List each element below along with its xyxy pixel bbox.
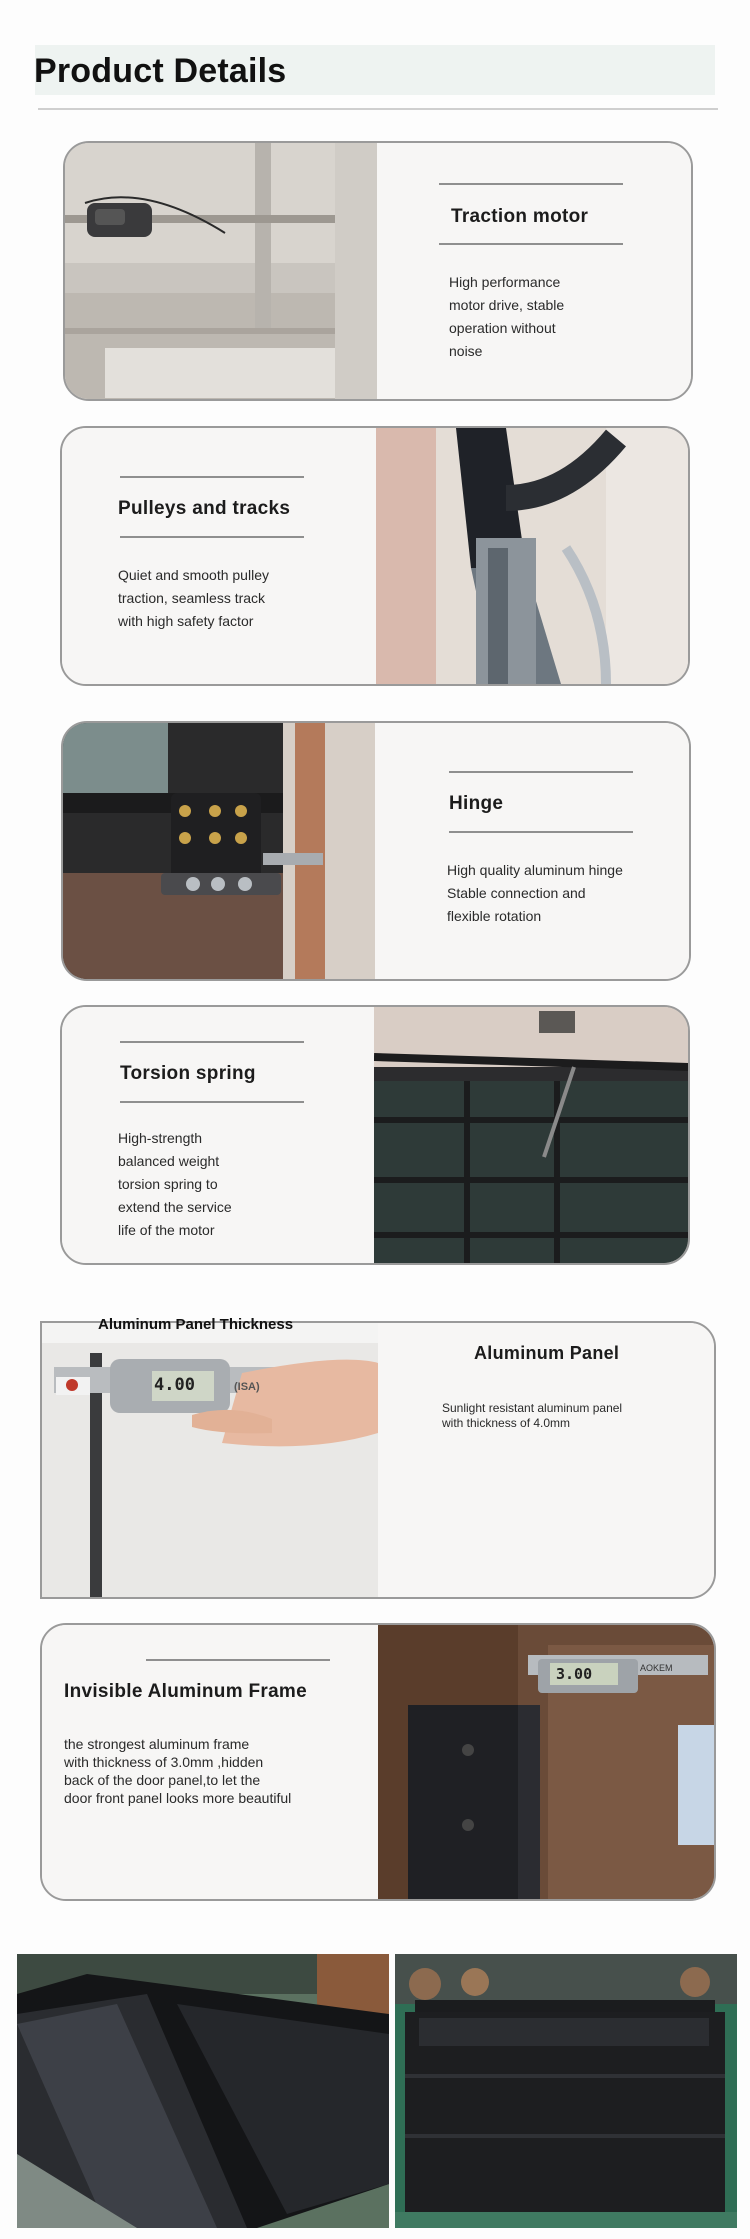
card-description: Sunlight resistant aluminum panel with thickness of 4.0mm bbox=[442, 1401, 623, 1430]
black-door-panels-photo bbox=[17, 1954, 389, 2228]
card-torsion-spring bbox=[60, 1005, 690, 1265]
caliper-panel-photo bbox=[42, 1323, 378, 1597]
caliper-brand: AOKEM bbox=[640, 1663, 673, 1673]
card-description: High-strength balanced weight torsion spring to extend the service life of the motor bbox=[118, 1130, 232, 1238]
card-description: High performance motor drive, stable operation without noise bbox=[449, 274, 565, 359]
card-invisible-aluminum-frame bbox=[40, 1623, 716, 1901]
card-title: Torsion spring bbox=[120, 1063, 256, 1084]
torsion-spring-photo bbox=[374, 1007, 688, 1263]
caliper-brand: (ISA) bbox=[234, 1381, 260, 1393]
door-panel-on-factory-floor-photo bbox=[395, 1954, 737, 2228]
card-description: the strongest aluminum frame with thickness of 3.0mm ,hidden back of the door panel,to let the door front panel looks more beautiful bbox=[64, 1736, 292, 1806]
photo-label: Aluminum Panel Thickness bbox=[98, 1316, 294, 1333]
card-title: Invisible Aluminum Frame bbox=[64, 1681, 307, 1702]
caliper-reading: 3.00 bbox=[556, 1665, 593, 1683]
card-pulleys-tracks bbox=[60, 426, 690, 686]
card-description: Quiet and smooth pulley traction, seamless track with high safety factor bbox=[118, 567, 269, 629]
card-title: Hinge bbox=[449, 793, 504, 814]
card-title: Aluminum Panel bbox=[474, 1343, 620, 1363]
card-description: High quality aluminum hinge Stable connection and flexible rotation bbox=[447, 862, 623, 924]
door-track-photo bbox=[376, 428, 688, 684]
card-title: Traction motor bbox=[451, 206, 589, 227]
garage-opener-motor-photo bbox=[65, 143, 377, 399]
header-divider bbox=[38, 108, 718, 110]
card-title: Pulleys and tracks bbox=[118, 498, 291, 519]
page-title: Product Details bbox=[34, 52, 287, 90]
caliper-reading: 4.00 bbox=[154, 1375, 195, 1395]
aluminum-hinge-photo bbox=[63, 723, 375, 979]
card-traction-motor bbox=[63, 141, 693, 401]
card-aluminum-panel bbox=[40, 1321, 716, 1599]
card-hinge bbox=[61, 721, 691, 981]
caliper-frame-photo bbox=[378, 1625, 714, 1899]
